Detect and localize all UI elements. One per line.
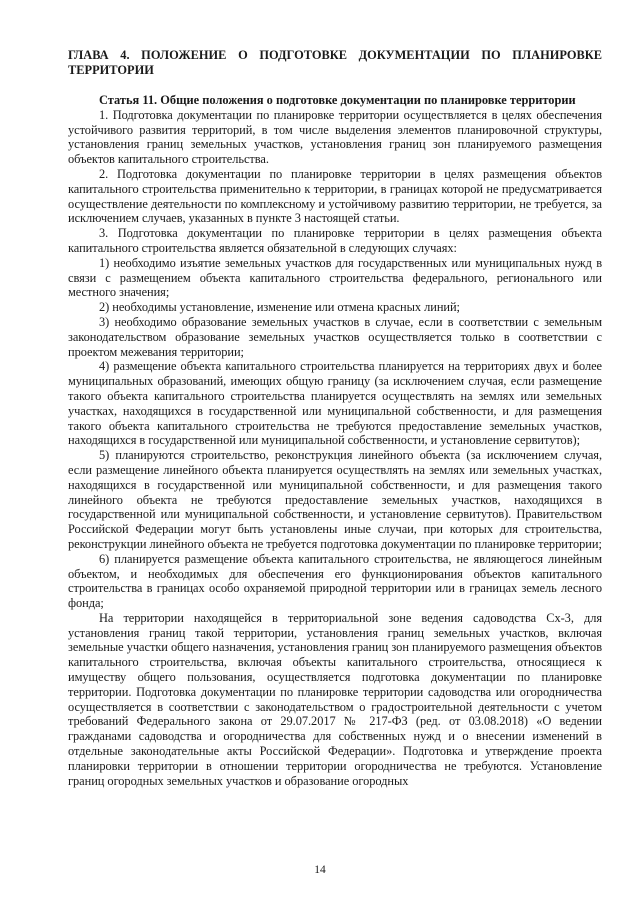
article-title: Статья 11. Общие положения о подготовке документации по планировке территории bbox=[99, 93, 576, 107]
page-number: 14 bbox=[314, 864, 326, 876]
list-item: 1) необходимо изъятие земельных участков для государственных или муниципальных нужд в связи с размещением объекта капитального строительства федерального, регионального или местного значения; bbox=[68, 255, 602, 300]
list-item: 5) планируются строительство, реконструкция линейного объекта (за исключением случая, если размещение линейного объекта планируется осуществлять на землях или земельных участках, находящихся в государственной или муниципальной собственности, и для размещения такого линейного объекта не требуются предоставление земельных участков, находящихся в государственной или муниципальной собственности, и установление сервитутов). Правительством Российской Федерации могут быть установлены иные случаи, при которых для строительства, реконструкции линейного объекта не требуется подготовка документации по планировке территории; bbox=[68, 448, 602, 551]
paragraph: 2. Подготовка документации по планировке территории в целях размещения объектов капитального строительства применительно к территории, в границах которой не предусматривается осуществление деятельности по комплексному и устойчивому развитию территории, не требуется, за исключением случаев, указанных в пункте 3 настоящей статьи. bbox=[68, 166, 602, 226]
paragraph: 1. Подготовка документации по планировке территории осуществляется в целях обеспечения устойчивого развития территорий, в том числе выделения элементов планировочной структуры, установления границ земельных участков, установления границ зон планируемого размещения объектов капитального строительства. bbox=[68, 107, 602, 167]
chapter-title: ГЛАВА 4. ПОЛОЖЕНИЕ О ПОДГОТОВКЕ ДОКУМЕНТАЦИИ ПО ПЛАНИРОВКЕ ТЕРРИТОРИИ bbox=[68, 48, 602, 77]
list-item: 4) размещение объекта капитального строительства планируется на территориях двух и более муниципальных образований, имеющих общую границу (за исключением случая, если размещение такого объекта капитального строительства планируется осуществлять на землях или земельных участках, находящихся в государственной или муниципальной собственности, и для размещения такого объекта капитального строительства не требуются предоставление земельных участков, находящихся в государственной или муниципальной собственности, и установление сервитутов); bbox=[68, 359, 602, 448]
paragraph: 3. Подготовка документации по планировке территории в целях размещения объекта капитального строительства является обязательной в следующих случаях: bbox=[68, 226, 602, 255]
list-item: 6) планируется размещение объекта капитального строительства, не являющегося линейным объектом, и необходимых для обеспечения его функционирования объектов капитального строительства в границах особо охраняемой природной территории или в границах земель лесного фонда; bbox=[68, 551, 602, 611]
list-item: 2) необходимы установление, изменение или отмена красных линий; bbox=[99, 300, 460, 315]
paragraph: На территории находящейся в территориальной зоне ведения садоводства Сх-3, для установления границ такой территории, установления границ земельных участков, включая земельные участки общего назначения, установления границ зон планируемого размещения объектов капитального строительства, включая объекты капитального строительства, относящиеся к имуществу общего пользования, осуществляется подготовка документации по планировке территории. Подготовка документации по планировке территории садоводства или огородничества осуществляется в соответствии с законодательством о градостроительной деятельности с учетом требований Федерального закона от 29.07.2017 № 217-ФЗ (ред. от 03.08.2018) «О ведении гражданами садоводства и огородничества для собственных нужд и о внесении изменений в отдельные законодательные акты Российской Федерации». Подготовка и утверждение проекта планировки территории в отношении территории огородничества не требуются. Установление границ огородных земельных участков и образование огородных bbox=[68, 610, 602, 788]
list-item: 3) необходимо образование земельных участков в случае, если в соответствии с земельным законодательством образование земельных участков осуществляется только в соответствии с проектом межевания территории; bbox=[68, 314, 602, 359]
